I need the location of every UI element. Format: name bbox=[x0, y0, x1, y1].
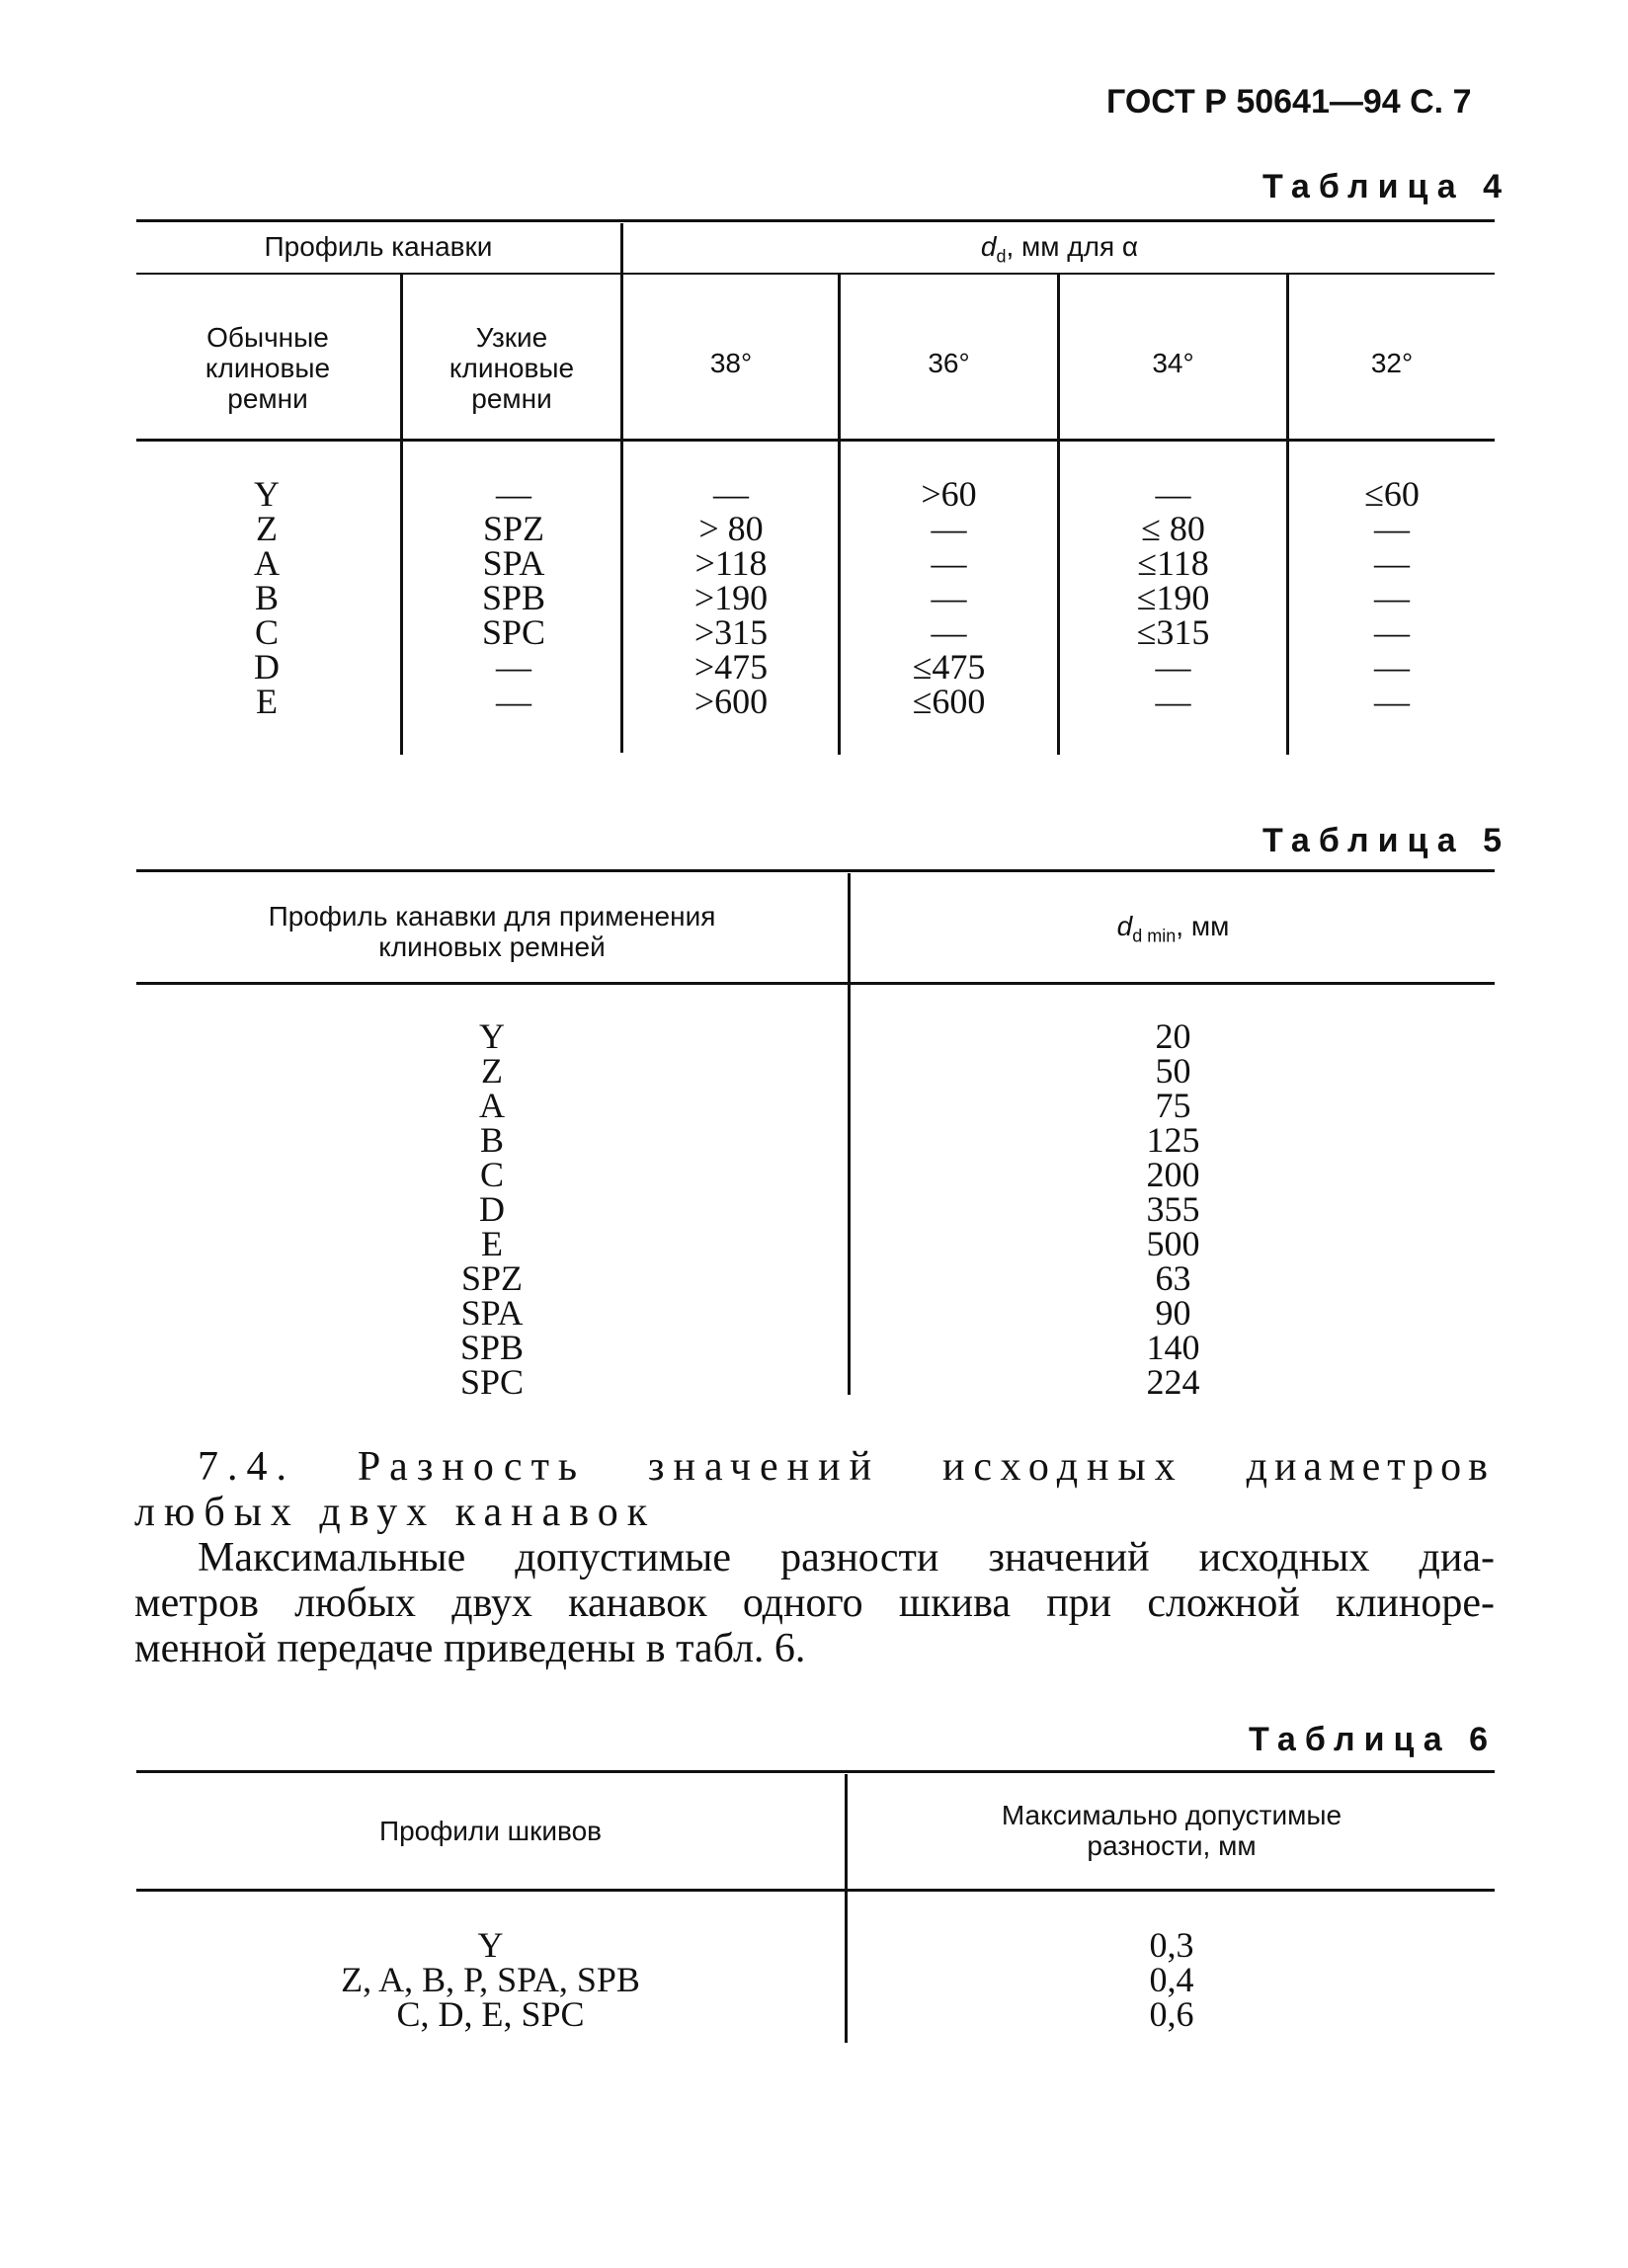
table4-cell-38: — bbox=[713, 474, 749, 514]
table4-cell-34: — bbox=[1155, 682, 1191, 721]
table5-cell-value: 90 bbox=[1155, 1293, 1191, 1333]
table4-cell-36: — bbox=[931, 612, 967, 652]
table6-cell-profile: Z, A, B, P, SPA, SPB bbox=[341, 1960, 640, 1999]
table5-cell-value: 63 bbox=[1155, 1258, 1191, 1298]
table6-header-left: Профили шкивов bbox=[378, 1816, 603, 1846]
section-heading bbox=[198, 1444, 1495, 1490]
table4-subheader-classic: Обычные клиновые ремни bbox=[204, 322, 331, 414]
table4-cell-classic: B bbox=[254, 578, 279, 617]
table5-cell-value: 500 bbox=[1146, 1224, 1200, 1263]
table4-col-34 bbox=[1060, 474, 1286, 721]
table6-cell-profile: Y bbox=[477, 1925, 504, 1965]
running-title: ГОСТ Р 50641—94 С. 7 bbox=[1106, 83, 1472, 121]
table4-col-36 bbox=[841, 474, 1057, 721]
table4-cell-36: ≤600 bbox=[912, 682, 986, 721]
table4-cell-32: — bbox=[1374, 543, 1410, 583]
table4-cell-32: ≤60 bbox=[1364, 474, 1420, 514]
table4-angle-38: 38° bbox=[709, 348, 753, 378]
table5-cell-value: 20 bbox=[1155, 1016, 1191, 1056]
table4-cell-38: >475 bbox=[693, 647, 769, 687]
section-heading-word: диаметров bbox=[1246, 1444, 1495, 1490]
table4-cell-36: — bbox=[931, 543, 967, 583]
table4-angle-32: 32° bbox=[1370, 348, 1414, 378]
table4-label: Таблица 4 bbox=[1262, 168, 1511, 205]
table6-cell-value: 0,6 bbox=[1149, 1994, 1194, 2034]
table5-cell-profile: D bbox=[479, 1189, 505, 1229]
table4-angle-36: 36° bbox=[928, 348, 970, 378]
table4-divider-group bbox=[620, 223, 623, 753]
table6-header-right: Максимально допустимые разности, мм bbox=[1001, 1800, 1343, 1861]
table5-header-right: $d_{d min}$, мм bbox=[1116, 911, 1230, 946]
table4-cell-narrow: SPB bbox=[481, 578, 546, 617]
section-heading-word: значений bbox=[647, 1444, 881, 1490]
table4-header-bottom-rule bbox=[136, 439, 1495, 442]
table4-cell-34: — bbox=[1155, 647, 1191, 687]
table5-col-profiles bbox=[136, 1016, 848, 1402]
table4-cell-narrow: SPC bbox=[481, 612, 546, 652]
table4-col-32 bbox=[1289, 474, 1495, 721]
table4-cell-narrow: SPA bbox=[482, 543, 545, 583]
table4-dd-header: $d_d$, мм для α bbox=[980, 231, 1139, 267]
section-heading-word: Разность bbox=[357, 1444, 587, 1490]
table4-cell-32: — bbox=[1374, 509, 1410, 548]
table5-cell-value: 75 bbox=[1155, 1086, 1191, 1125]
table5-cell-value: 200 bbox=[1146, 1155, 1200, 1194]
table6-cell-profile: C, D, E, SPC bbox=[396, 1994, 585, 2034]
table4-cell-32: — bbox=[1374, 682, 1410, 721]
table5-cell-profile: SPB bbox=[459, 1328, 525, 1367]
table4-cell-38: > 80 bbox=[698, 509, 764, 548]
table4-cell-34: ≤190 bbox=[1136, 578, 1210, 617]
table6-label: Таблица 6 bbox=[1249, 1721, 1498, 1758]
section-body-line-2: метров любых двух канавок одного шкива при сложной клиноре- bbox=[134, 1580, 1495, 1626]
table4-cell-34: — bbox=[1155, 474, 1191, 514]
table4-cell-32: — bbox=[1374, 578, 1410, 617]
table4-cell-classic: A bbox=[254, 543, 280, 583]
section-heading-word: 7.4. bbox=[198, 1444, 295, 1490]
table4-cell-34: ≤ 80 bbox=[1141, 509, 1205, 548]
table5-header-left: Профиль канавки для применения клиновых ремней bbox=[268, 901, 716, 962]
table5-cell-profile: Z bbox=[481, 1051, 503, 1091]
table4-cell-classic: E bbox=[256, 682, 278, 721]
section-heading-word: исходных bbox=[941, 1444, 1184, 1490]
section-heading-line2: любых двух канавок bbox=[134, 1490, 657, 1535]
table6-col-values bbox=[849, 1925, 1495, 2034]
section-body-line-3: менной передаче приведены в табл. 6. bbox=[134, 1626, 806, 1671]
table5-cell-profile: SPZ bbox=[460, 1258, 524, 1298]
table4-cell-38: >118 bbox=[694, 543, 768, 583]
table5-cell-value: 224 bbox=[1146, 1362, 1200, 1402]
table5-col-values bbox=[852, 1016, 1495, 1402]
table5-label: Таблица 5 bbox=[1262, 822, 1511, 859]
table4-group-header: Профиль канавки bbox=[264, 231, 493, 262]
table4-col-38 bbox=[624, 474, 838, 721]
table4-cell-36: — bbox=[931, 578, 967, 617]
table4-cell-narrow: — bbox=[496, 682, 531, 721]
table4-cell-narrow: SPZ bbox=[482, 509, 545, 548]
table5-header-bottom-rule bbox=[136, 982, 1495, 985]
table4-cell-34: ≤118 bbox=[1137, 543, 1209, 583]
table5-cell-profile: SPA bbox=[460, 1293, 524, 1333]
table5-cell-value: 355 bbox=[1146, 1189, 1200, 1229]
table6-top-rule bbox=[136, 1770, 1495, 1773]
table5-top-rule bbox=[136, 869, 1495, 872]
table4-cell-38: >315 bbox=[693, 612, 769, 652]
table4-group-rule bbox=[136, 273, 624, 275]
table5-cell-profile: Y bbox=[479, 1016, 505, 1056]
table5-cell-value: 125 bbox=[1146, 1120, 1200, 1160]
table4-cell-36: ≤475 bbox=[912, 647, 986, 687]
table5-cell-profile: A bbox=[479, 1086, 505, 1125]
table4-angle-34: 34° bbox=[1152, 348, 1194, 378]
table4-top-rule bbox=[136, 219, 1495, 222]
table6-col-profiles bbox=[136, 1925, 845, 2034]
table6-cell-value: 0,3 bbox=[1149, 1925, 1194, 1965]
table4-cell-narrow: — bbox=[496, 647, 531, 687]
table4-cell-32: — bbox=[1374, 612, 1410, 652]
table5-cell-profile: SPC bbox=[459, 1362, 525, 1402]
table6-cell-value: 0,4 bbox=[1149, 1960, 1194, 1999]
table4-cell-38: >600 bbox=[693, 682, 769, 721]
section-body-line-1: Максимальные допустимые разности значений исходных диа- bbox=[198, 1535, 1495, 1580]
table5-cell-profile: C bbox=[479, 1155, 504, 1194]
table6-divider bbox=[845, 1774, 848, 2043]
table4-cell-classic: Y bbox=[254, 474, 280, 514]
table4-col-classic bbox=[198, 474, 336, 721]
table4-cell-classic: C bbox=[254, 612, 279, 652]
table5-cell-profile: E bbox=[481, 1224, 503, 1263]
table5-cell-profile: B bbox=[479, 1120, 504, 1160]
table4-cell-classic: Z bbox=[256, 509, 278, 548]
table4-cell-36: >60 bbox=[921, 474, 977, 514]
table4-cell-36: — bbox=[931, 509, 967, 548]
table4-cell-38: >190 bbox=[693, 578, 769, 617]
table4-cell-classic: D bbox=[254, 647, 280, 687]
table4-subheader-narrow: Узкие клиновые ремни bbox=[448, 322, 575, 414]
table6-header-bottom-rule bbox=[136, 1889, 1495, 1892]
table4-cell-narrow: — bbox=[496, 474, 531, 514]
table5-cell-value: 140 bbox=[1146, 1328, 1200, 1367]
table4-cell-32: — bbox=[1374, 647, 1410, 687]
table5-divider bbox=[848, 873, 851, 1395]
table5-cell-value: 50 bbox=[1155, 1051, 1191, 1091]
table4-cell-34: ≤315 bbox=[1136, 612, 1210, 652]
table4-col-narrow bbox=[415, 474, 612, 721]
